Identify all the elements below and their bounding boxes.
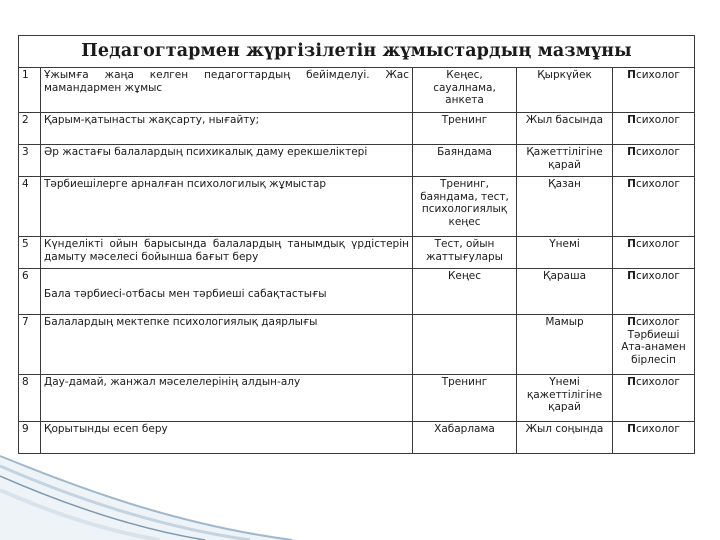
row-form: Тренинг, баяндама, тест, психологиялық кеңес [413,177,517,237]
table-row [19,113,695,145]
table-row [19,375,695,422]
work-plan-table [18,35,695,454]
row-form [413,315,517,375]
row-responsible: Психолог [613,269,695,315]
row-time: Үнемі қажеттілігіне қарай [517,375,613,422]
table-row [19,68,695,113]
row-content: Қарым-қатынасты жақсарту, нығайту; [41,113,413,145]
row-form: Тренинг [413,375,517,422]
row-number: 6 [19,269,41,315]
row-number: 9 [19,422,41,454]
row-form: Хабарлама [413,422,517,454]
row-number: 3 [19,145,41,177]
row-time: Қараша [517,269,613,315]
row-content: Балалардың мектепке психологиялық даярлығы [41,315,413,375]
row-responsible: Психолог Тәрбиеші Ата-анамен бірлесіп [613,315,695,375]
row-form: Тренинг [413,113,517,145]
row-form: Кеңес, сауалнама, анкета [413,68,517,113]
row-form: Баяндама [413,145,517,177]
table-row [19,145,695,177]
row-responsible-extra: Тәрбиеші Ата-анамен бірлесіп [621,328,686,366]
row-responsible: Психолог [613,375,695,422]
row-time: Жыл басында [517,113,613,145]
row-content: Қорытынды есеп беру [41,422,413,454]
row-time: Мамыр [517,315,613,375]
row-time: Үнемі [517,237,613,269]
row-responsible: Психолог [613,145,695,177]
row-responsible: Психолог [613,68,695,113]
row-number: 7 [19,315,41,375]
row-time: Жыл соңында [517,422,613,454]
row-content: Бала тәрбиесі-отбасы мен тәрбиеші сабақтастығы [41,269,413,315]
row-number: 4 [19,177,41,237]
table-header-row [19,36,695,68]
row-content: Тәрбиешілерге арналған психологилық жұмыстар [41,177,413,237]
table-row [19,237,695,269]
row-content: Әр жастағы балалардың психикалық даму ерекшеліктері [41,145,413,177]
row-number: 2 [19,113,41,145]
table-row [19,177,695,237]
row-content: Ұжымға жаңа келген педагогтардың бейімделуі. Жас мамандармен жұмыс [41,68,413,113]
row-responsible: Психолог [613,237,695,269]
table-title: Педагогтармен жүргізілетін жұмыстардың мазмұны [19,36,695,68]
row-responsible: Психолог [613,422,695,454]
row-content: Дау-дамай, жанжал мәселелерінің алдын-алу [41,375,413,422]
row-time: Қазан [517,177,613,237]
row-number: 1 [19,68,41,113]
row-time: Қажеттілігіне қарай [517,145,613,177]
decorative-corner-swoosh [0,440,300,540]
row-content: Күнделікті ойын барысында балалардың танымдық үрдістерін дамыту мәселесі бойынша бағыт беру [41,237,413,269]
row-number: 8 [19,375,41,422]
row-time: Қыркүйек [517,68,613,113]
row-form: Тест, ойын жаттығулары [413,237,517,269]
row-number: 5 [19,237,41,269]
row-responsible: Психолог [613,177,695,237]
table-row [19,269,695,315]
row-responsible: Психолог [613,113,695,145]
table-row [19,315,695,375]
row-form: Кеңес [413,269,517,315]
